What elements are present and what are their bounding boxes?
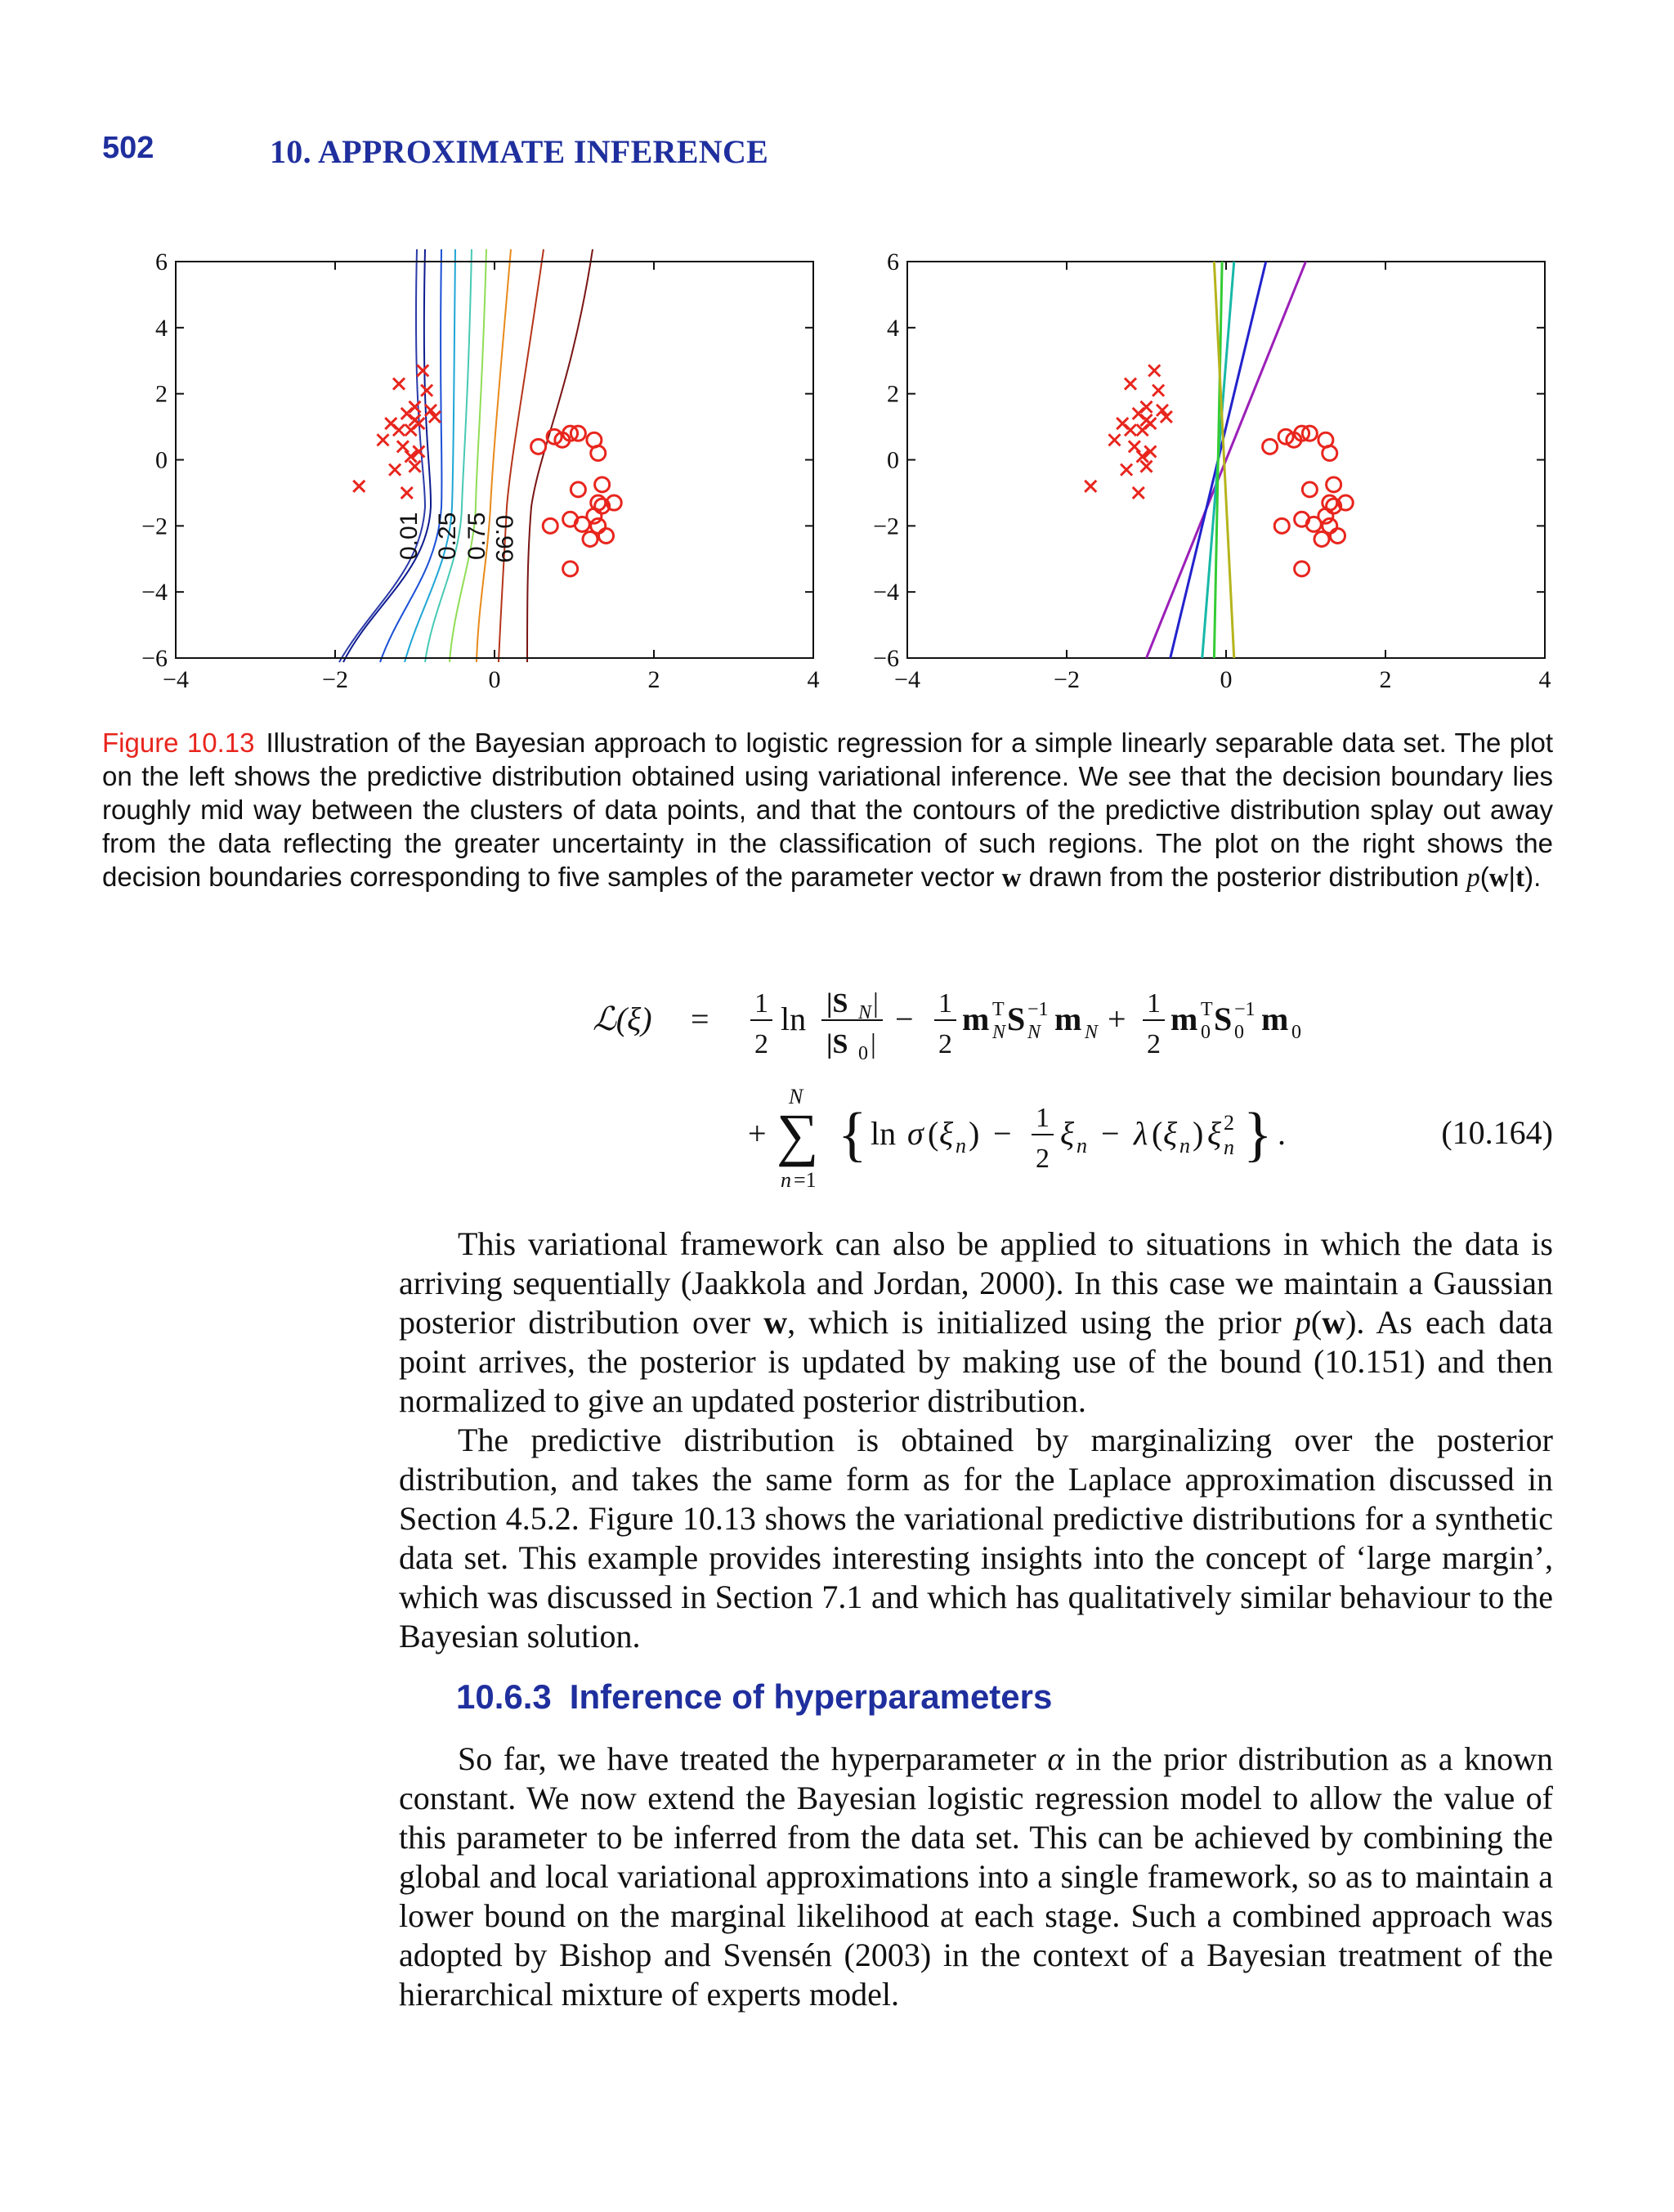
cross-point [421, 385, 432, 396]
svg-text:(: ( [928, 1115, 939, 1152]
caption-w2: w [1488, 863, 1509, 893]
contour-label-0.25: 0.25 [434, 512, 461, 560]
circle-point [543, 518, 557, 533]
cross-point [353, 481, 365, 492]
svg-text:2: 2 [1036, 1144, 1050, 1174]
circle-point [1314, 532, 1329, 547]
svg-text:ξ: ξ [1207, 1115, 1222, 1152]
svg-text:−: − [895, 1001, 914, 1037]
equation-10-164 [102, 973, 1553, 1218]
cross-point [1109, 434, 1121, 446]
caption-bar: | [1508, 862, 1516, 892]
svg-text:0: 0 [1201, 1022, 1211, 1043]
paragraph-2: The predictive distribution is obtained by marginalizing over the posterior distribution, and takes the same form as for the Laplace approximation discussed in Section 4.5.2. Figure 10.13 shows the variational predictive distributions for a synthetic data set. This example provides interesting insights into the concept of ‘large margin’, which was discussed in Section 7.1 and which has qualitatively similar behaviour to the Bayesian solution. [399, 1422, 1553, 1655]
figure-caption [102, 726, 1553, 895]
page-header [102, 131, 1573, 180]
svg-text:2: 2 [1224, 1111, 1234, 1135]
svg-text:1: 1 [754, 988, 768, 1019]
cross-point [1125, 424, 1136, 436]
contour-cyan [425, 249, 472, 662]
svg-text:=1: =1 [794, 1168, 817, 1192]
svg-text:m: m [1261, 1001, 1289, 1037]
circle-point [1331, 528, 1345, 543]
caption-text-1: Illustration of the Bayesian approach to logistic regression for a simple linearly separable data set. The plot on the left shows the predictive distribution obtained using variational inference. We see that the decision boundary lies roughly mid way between the clusters of data points, and that the contours of the predictive distribution splay out away from the data reflecting the greater uncertainty in the classification of such regions. The plot on the right shows the decision boundaries corresponding to five samples of the parameter vector [102, 728, 1553, 892]
y-tick-label: −4 [141, 579, 168, 607]
x-tick-label: 2 [1379, 666, 1392, 693]
x-tick-label: 0 [488, 666, 501, 693]
equation-lhs: ℒ(ξ) [593, 1001, 652, 1037]
caption-p: p [1466, 863, 1480, 893]
y-tick-label: −2 [873, 513, 899, 540]
x-tick-label: −2 [1054, 666, 1080, 693]
cross-point [1085, 481, 1096, 492]
caption-paren-close: ). [1524, 862, 1542, 892]
svg-text:N: N [1027, 1022, 1041, 1043]
right-plot-svg [834, 245, 1569, 703]
svg-text:ln: ln [871, 1115, 897, 1152]
y-tick-label: 2 [887, 380, 899, 408]
svg-text:ξ: ξ [939, 1115, 954, 1152]
circle-point [1302, 482, 1317, 497]
paragraph-1-text-a: This variational framework can also be applied to situations in which the data is arriving sequentially (Jaakkola and Jordan, 2000). In this case we maintain a Gaussian posterior distribution over [399, 1225, 1553, 1341]
svg-text:σ: σ [907, 1115, 924, 1152]
svg-text:ξ: ξ [1060, 1115, 1075, 1152]
cross-point [393, 378, 405, 390]
paragraph-3 [399, 1740, 1553, 2014]
y-tick-label: 0 [887, 446, 899, 474]
svg-text:|: | [873, 988, 879, 1019]
svg-text:0: 0 [1291, 1022, 1301, 1043]
svg-text:(: ( [1152, 1115, 1163, 1152]
x-tick-label: 4 [1538, 666, 1551, 693]
paragraph-1-p: p [1294, 1304, 1311, 1341]
svg-text:): ) [1193, 1115, 1204, 1152]
circle-point [591, 446, 606, 460]
cross-point [417, 365, 428, 376]
svg-text:∑: ∑ [777, 1102, 819, 1167]
svg-text:0: 0 [1234, 1022, 1244, 1043]
contour-label-0.75: 0.75 [463, 512, 490, 560]
paragraph-1-w2: w [1322, 1304, 1346, 1341]
body-paragraphs-lower [399, 1740, 1553, 2014]
x-tick-label: 2 [647, 666, 660, 693]
svg-text:}: } [1243, 1101, 1273, 1168]
svg-text:n: n [1076, 1134, 1087, 1157]
x-tick-label: 4 [807, 666, 820, 693]
svg-text:λ: λ [1134, 1115, 1148, 1152]
circle-point [563, 562, 578, 576]
plot-frame [176, 262, 813, 658]
equation-equals: = [691, 1001, 709, 1037]
y-tick-label: −6 [141, 645, 168, 672]
cross-point [397, 441, 409, 452]
svg-text:n: n [956, 1134, 966, 1157]
decision-boundaries [1147, 262, 1306, 658]
cross-point [401, 487, 413, 499]
circle-point [571, 482, 585, 497]
svg-text:+: + [1108, 1001, 1126, 1037]
x-tick-label: −4 [163, 666, 189, 693]
decision-boundary-line [1147, 262, 1306, 658]
paragraph-1-text-d: ). As each data point arrives, the posterior is updated by making use of the bound (10.151) and then normalized to give an updated posterior distribution. [399, 1304, 1553, 1419]
body-paragraphs-upper [399, 1225, 1553, 1656]
contour-far-right [527, 249, 593, 662]
paragraph-1-w: w [763, 1304, 788, 1341]
circle-point [595, 477, 610, 492]
svg-text:N: N [789, 1085, 803, 1108]
svg-text:2: 2 [754, 1029, 768, 1059]
y-tick-label: 2 [155, 380, 168, 408]
left-plot [102, 245, 838, 707]
circle-point [1323, 446, 1337, 460]
y-tick-label: 6 [155, 249, 168, 275]
y-tick-label: −6 [873, 645, 899, 672]
svg-text:T: T [1201, 999, 1213, 1020]
x-tick-label: −2 [322, 666, 348, 693]
svg-text:n: n [781, 1168, 791, 1192]
cross-point [405, 424, 417, 436]
svg-text:n: n [1179, 1134, 1190, 1157]
svg-text:−: − [993, 1115, 1012, 1152]
svg-text:m: m [1170, 1001, 1198, 1037]
svg-text:ln: ln [781, 1001, 807, 1037]
svg-text:−1: −1 [1234, 999, 1256, 1020]
circle-point [583, 532, 598, 547]
svg-text:S: S [1007, 1001, 1026, 1037]
contour-0.01 [343, 249, 431, 662]
chapter-title: 10. APPROXIMATE INFERENCE [270, 133, 769, 170]
contour-labels [396, 513, 517, 563]
circle-point [599, 528, 614, 543]
section-number: 10.6.3 [456, 1677, 552, 1716]
contour-label-0.99: 0.99 [490, 515, 517, 563]
svg-text:m: m [1054, 1001, 1082, 1037]
cross-point [1129, 441, 1140, 452]
svg-text:−: − [1101, 1115, 1120, 1152]
svg-text:S: S [1214, 1001, 1233, 1037]
y-tick-label: −2 [141, 513, 168, 540]
circle-point [1263, 439, 1278, 454]
svg-text:m: m [962, 1001, 990, 1037]
svg-text:n: n [1224, 1135, 1234, 1159]
x-tick-label: −4 [894, 666, 920, 693]
svg-text:|S: |S [826, 988, 848, 1019]
y-tick-label: −4 [873, 579, 899, 607]
paragraph-3-alpha: α [1047, 1740, 1065, 1777]
caption-label: Figure 10.13 [102, 728, 255, 758]
figure-10-13 [102, 245, 1573, 711]
paragraph-1 [399, 1225, 1553, 1421]
cross-point [1148, 365, 1160, 376]
cross-point [389, 464, 401, 476]
svg-text:N: N [858, 1002, 872, 1023]
svg-text:): ) [969, 1115, 980, 1152]
y-tick-label: 4 [155, 314, 168, 342]
svg-text:1: 1 [938, 988, 952, 1019]
circle-point [1327, 477, 1341, 492]
cross-point [1133, 487, 1144, 499]
contour-label-0.01: 0.01 [396, 512, 423, 560]
paragraph-3-text-a: So far, we have treated the hyperparameter [458, 1740, 1048, 1777]
svg-text:ξ: ξ [1163, 1115, 1178, 1152]
left-plot-svg [102, 245, 838, 703]
y-tick-label: 6 [887, 249, 899, 275]
cross-point [1137, 424, 1148, 436]
circle-point [1274, 518, 1289, 533]
svg-text:.: . [1278, 1115, 1286, 1152]
caption-t: t [1515, 863, 1525, 893]
y-tick-label: 0 [155, 446, 168, 474]
section-title: Inference of hyperparameters [569, 1677, 1053, 1716]
caption-w: w [1001, 863, 1022, 893]
cross-point [393, 424, 405, 436]
svg-text:|: | [871, 1029, 876, 1059]
svg-text:T: T [992, 999, 1005, 1020]
cross-point [410, 461, 421, 472]
equation-svg [102, 973, 1410, 1218]
svg-text:+: + [748, 1115, 767, 1152]
right-plot [834, 245, 1569, 707]
x-tick-label: 0 [1220, 666, 1233, 693]
svg-text:1: 1 [1147, 988, 1161, 1019]
caption-paren-open: ( [1479, 862, 1489, 892]
cross-point [1141, 461, 1153, 472]
caption-text-2: drawn from the posterior distribution [1021, 862, 1467, 892]
svg-text:1: 1 [1036, 1103, 1050, 1133]
svg-text:0: 0 [858, 1043, 868, 1064]
y-tick-label: 4 [887, 314, 899, 342]
cross-point [378, 434, 389, 446]
svg-text:|S: |S [826, 1029, 848, 1059]
cross-point [1121, 464, 1132, 476]
contour-lines [339, 249, 593, 662]
circle-point [1295, 562, 1309, 576]
paragraph-3-text-b: in the prior distribution as a known constant. We now extend the Bayesian logistic regression model to allow the value of this parameter to be inferred from the data set. This can be achieved by combining the global and local variational approximations into a single framework, so as to maintain a lower bound on the marginal likelihood at each stage. Such a combined approach was adopted by Bishop and Svensén (2003) in the context of a Bayesian treatment of the hierarchical mixture of experts model. [399, 1740, 1553, 2013]
cross-point [1153, 385, 1164, 396]
equation-number: (10.164) [1441, 1114, 1553, 1151]
paragraph-1-text-b: , which is initialized using the prior [787, 1304, 1295, 1341]
svg-text:2: 2 [938, 1029, 952, 1059]
paragraph-1-paren: ( [1310, 1304, 1323, 1341]
svg-text:−1: −1 [1027, 999, 1049, 1020]
section-heading [456, 1677, 1052, 1717]
svg-text:N: N [992, 1022, 1006, 1043]
svg-text:2: 2 [1147, 1029, 1161, 1059]
circle-point [531, 439, 546, 454]
contour-orange [477, 249, 511, 662]
svg-text:N: N [1085, 1022, 1099, 1043]
svg-text:{: { [838, 1101, 867, 1168]
cross-point [1125, 378, 1136, 390]
page-number: 502 [102, 131, 154, 165]
